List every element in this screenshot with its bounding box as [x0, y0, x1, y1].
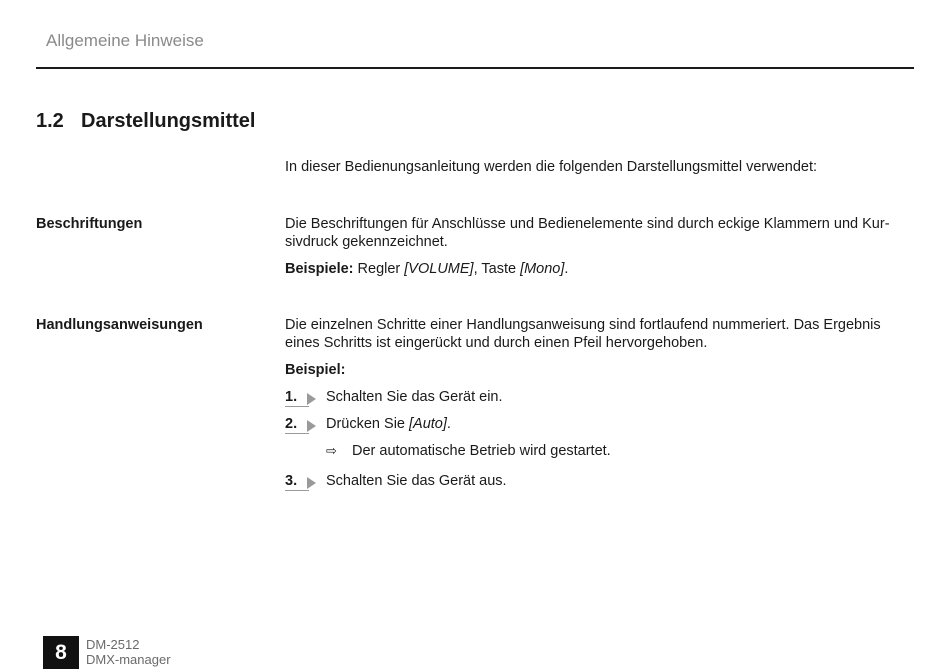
step-arrow-icon — [307, 477, 316, 489]
step-number: 2. — [285, 416, 298, 432]
label-beschriftungen: Beschriftungen — [36, 216, 143, 232]
step-underline — [285, 490, 309, 491]
beispiel-label: Beispiel: — [285, 362, 346, 378]
step-text: Schalten Sie das Gerät aus. — [326, 473, 507, 489]
example-text-3: . — [564, 261, 569, 277]
page-number: 8 — [43, 636, 79, 669]
step-underline — [285, 406, 309, 407]
intro-paragraph: In dieser Bedienungsanleitung werden die folgenden Darstellungsmittel verwendet: — [285, 159, 818, 175]
result-text: Der automatische Betrieb wird gestartet. — [352, 443, 611, 459]
step-number: 3. — [285, 473, 298, 489]
handlungsanweisungen-paragraph: Die einzelnen Schritte einer Handlungsanweisung sind fortlaufend nummeriert. Das Ergebnis eines Schritts ist eingerückt und durch einen Pfeil hervorgehoben. — [285, 317, 881, 351]
result-arrow-icon: ⇨ — [326, 443, 337, 458]
beschriftungen-paragraph: Die Beschriftungen für Anschlüsse und Bedienelemente sind durch eckige Klammern und Kursivdruck gekennzeichnet. — [285, 216, 890, 250]
running-header: Allgemeine Hinweise — [46, 31, 204, 50]
example-text-2: , Taste — [473, 261, 521, 277]
example-text-1: Regler — [353, 261, 405, 277]
step-text-main: Drücken Sie — [326, 416, 410, 432]
example-label-mono: [Mono] — [520, 261, 565, 277]
beschriftungen-example — [285, 261, 915, 279]
step-arrow-icon — [307, 420, 316, 432]
section-heading — [36, 110, 255, 133]
step-result — [326, 443, 611, 459]
step-text-auto: [Auto] — [409, 416, 447, 432]
step-arrow-icon — [307, 393, 316, 405]
step-text-suffix: . — [446, 416, 451, 432]
step-underline — [285, 433, 309, 434]
label-handlungsanweisungen: Handlungsanweisungen — [36, 317, 203, 333]
step-number: 1. — [285, 389, 298, 405]
header-divider — [36, 67, 914, 69]
example-label-volume: [VOLUME] — [404, 261, 474, 277]
section-title: Darstellungsmittel — [81, 110, 256, 132]
step-text — [326, 416, 451, 432]
section-number: 1.2 — [36, 110, 64, 132]
footer-model: DM-2512 — [86, 637, 140, 652]
footer-product: DMX-manager — [86, 652, 171, 667]
step-text: Schalten Sie das Gerät ein. — [326, 389, 503, 405]
example-label: Beispiele: — [285, 261, 354, 277]
